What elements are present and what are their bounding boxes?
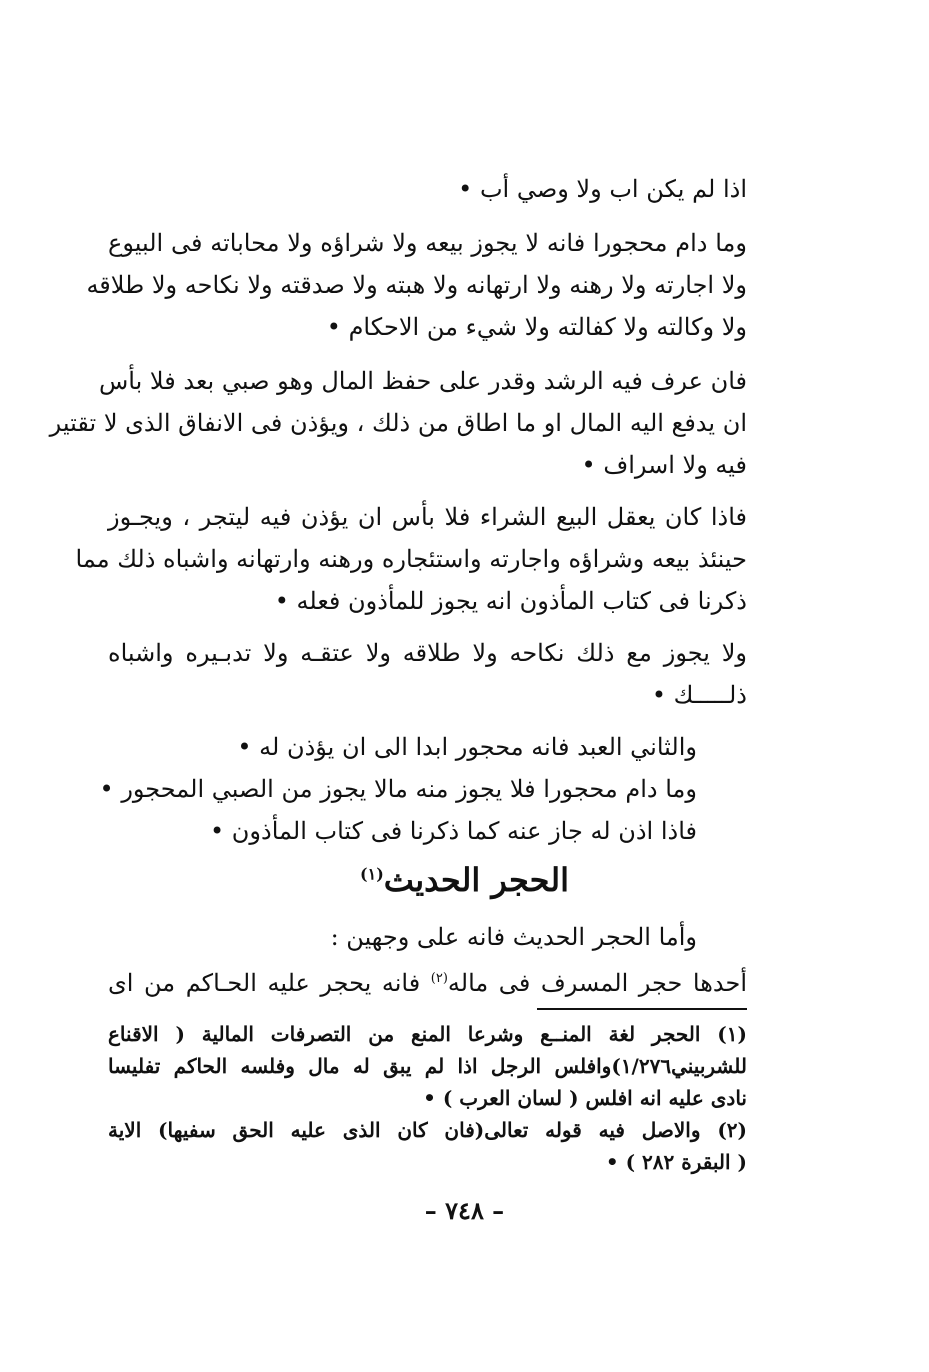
text-line: ولا يجوز مع ذلك نكاحه ولا طلاقه ولا عتقـه ولا تدبـيره واشباه bbox=[108, 639, 747, 667]
page-number: – ٧٤٨ – bbox=[424, 1196, 505, 1225]
text-line: فان عرف فيه الرشد وقدر على حفظ المال وهو صبي بعد فلا بأس bbox=[99, 367, 747, 395]
text-line: وما دام محجورا فلا يجوز منه مالا يجوز من الصبي المحجور • bbox=[99, 775, 697, 803]
footnote-line: (١) الحجر لغة المنــع وشرعا المنع من التصرفات المالية ( الاقناع bbox=[108, 1022, 747, 1046]
footnote-divider bbox=[537, 1008, 747, 1010]
text-line: ولا وكالته ولا كفالته ولا شيء من الاحكام • bbox=[326, 313, 747, 341]
footnote-marker: (٢) bbox=[430, 971, 448, 986]
heading-title: الحجر الحديث bbox=[383, 861, 569, 899]
text-line: فيه ولا اسراف • bbox=[581, 451, 747, 479]
text-segment: فانه يحجر عليه الحـاكم من اى bbox=[108, 969, 421, 997]
text-line: ان يدفع اليه المال او ما اطاق من ذلك ، ويؤذن فى الانفاق الذى لا تقتير bbox=[49, 409, 747, 437]
footnote-line: نادى عليه انه افلس ( لسان العرب ) • bbox=[423, 1086, 747, 1110]
text-line: اذا لم يكن اب ولا وصي أب • bbox=[458, 175, 747, 203]
text-line: حينئذ بيعه وشراؤه واجارته واستئجاره ورهنه وارتهانه واشباه ذلك مما bbox=[75, 545, 747, 573]
text-segment: أحدها حجر المسرف فى ماله bbox=[447, 969, 747, 997]
text-line: وأما الحجر الحديث فانه على وجهين : bbox=[330, 923, 697, 951]
text-line: ذلـــــك • bbox=[651, 681, 747, 709]
text-line bbox=[108, 966, 747, 1000]
footnote-marker: (١) bbox=[360, 864, 384, 884]
text-line: ذكرنا فى كتاب المأذون انه يجوز للمأذون فعله • bbox=[274, 587, 747, 615]
section-heading bbox=[0, 858, 929, 902]
text-line: وما دام محجورا فانه لا يجوز بيعه ولا شراؤه ولا محاباته فى البيوع bbox=[108, 229, 747, 257]
text-line: ولا اجارته ولا رهنه ولا ارتهانه ولا هبته ولا صدقته ولا نكاحه ولا طلاقه bbox=[86, 271, 747, 299]
text-line: والثاني العبد فانه محجور ابدا الى ان يؤذن له • bbox=[237, 733, 697, 761]
footnote-line: ( البقرة ٢٨٢ ) • bbox=[605, 1150, 747, 1174]
footnote-line: للشربيني١/٢٧٦)وافلس الرجل اذا لم يبق له مال وفلسه الحاكم تفليسا bbox=[108, 1054, 747, 1078]
text-line: فاذا اذن له جاز عنه كما ذكرنا فى كتاب المأذون • bbox=[210, 817, 697, 845]
text-line: فاذا كان يعقل البيع الشراء فلا بأس ان يؤذن فيه ليتجر ، ويجـوز bbox=[108, 503, 747, 531]
footnote-line: (٢) والاصل فيه قوله تعالى(فان كان الذى عليه الحق سفيها) الاية bbox=[108, 1118, 747, 1142]
